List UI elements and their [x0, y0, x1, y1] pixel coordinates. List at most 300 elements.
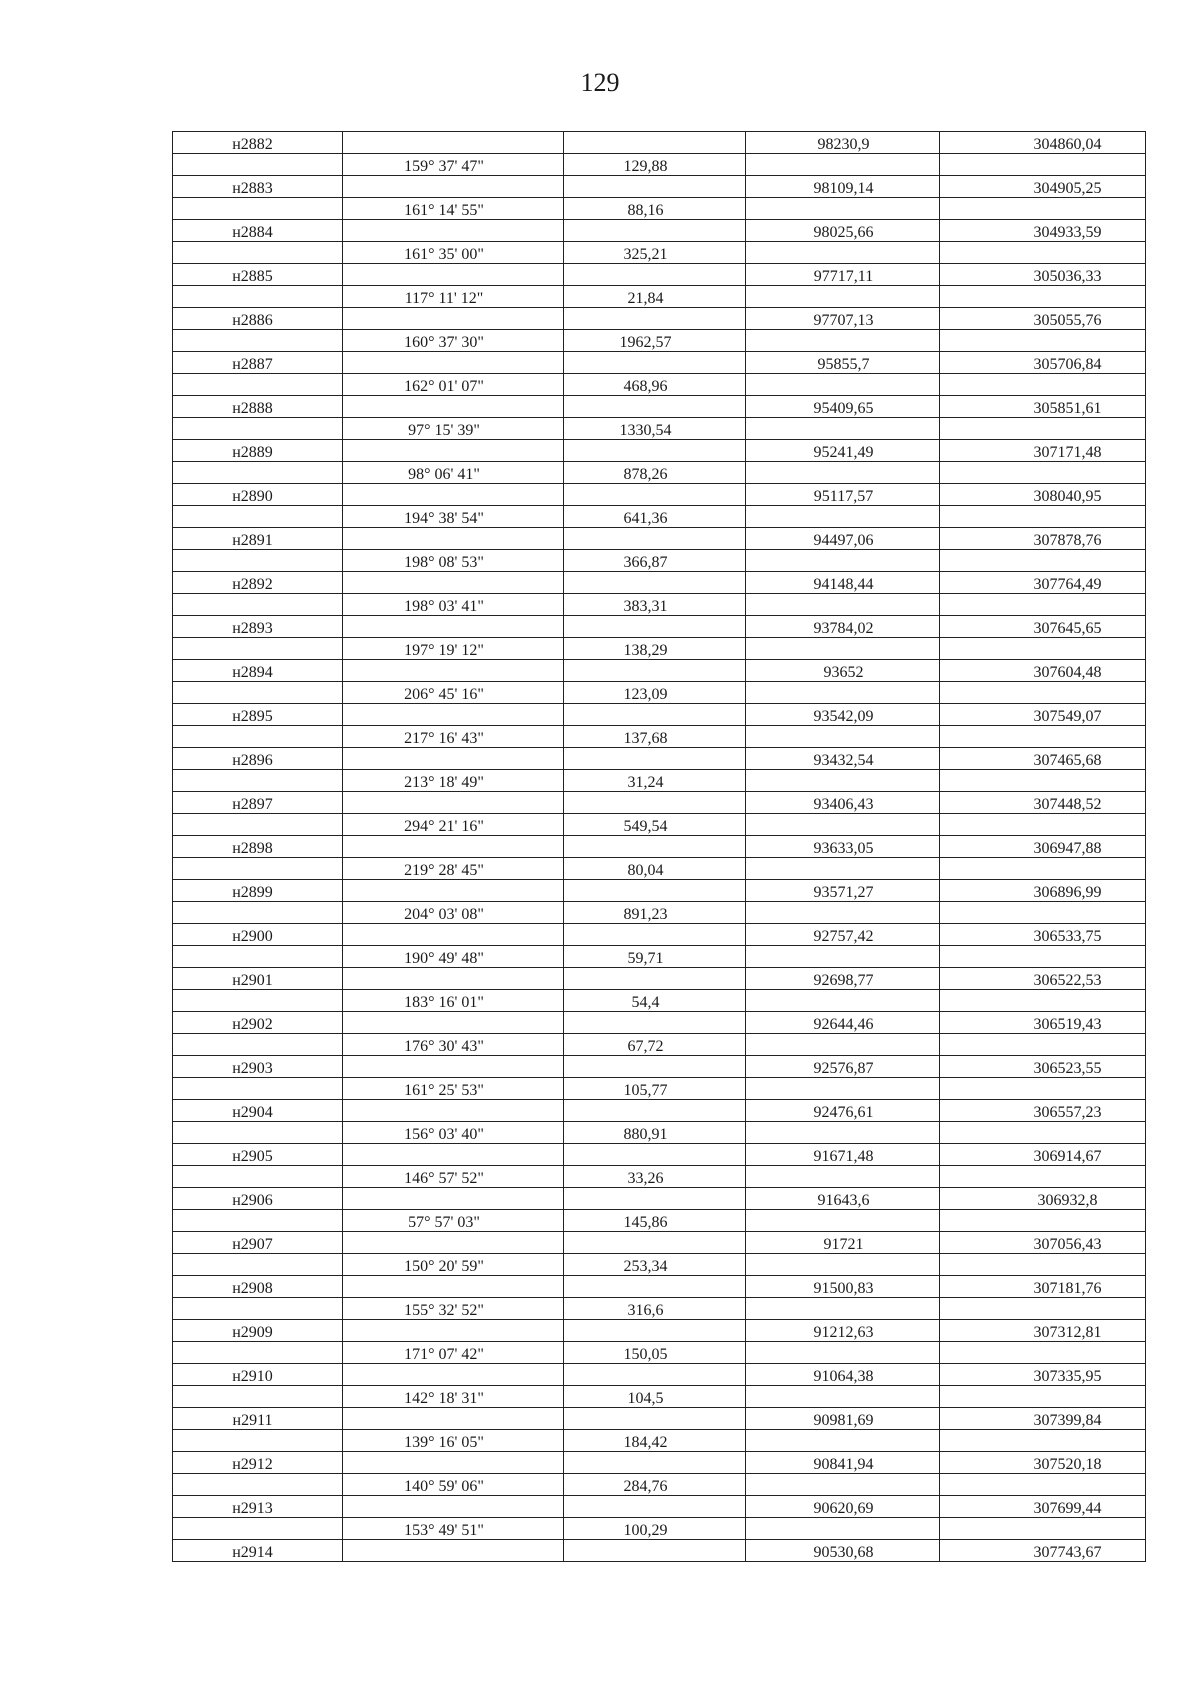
- distance-cell: [564, 176, 746, 198]
- y-coordinate-cell: 307549,07: [940, 704, 1146, 726]
- x-coordinate-cell: 91064,38: [746, 1364, 940, 1386]
- direction-angle-cell: 217° 16' 43": [343, 726, 564, 748]
- point-name-cell: н2890: [173, 484, 343, 506]
- direction-angle-cell: 161° 14' 55": [343, 198, 564, 220]
- point-name-cell: н2893: [173, 616, 343, 638]
- x-coordinate-cell: 92644,46: [746, 1012, 940, 1034]
- table-row: [173, 1056, 1146, 1078]
- table-row: [173, 1518, 1146, 1540]
- x-coordinate-cell: [746, 990, 940, 1012]
- direction-angle-cell: [343, 1144, 564, 1166]
- point-name-cell: [173, 550, 343, 572]
- point-name-cell: н2909: [173, 1320, 343, 1342]
- x-coordinate-cell: 91500,83: [746, 1276, 940, 1298]
- x-coordinate-cell: [746, 374, 940, 396]
- distance-cell: 31,24: [564, 770, 746, 792]
- distance-cell: 21,84: [564, 286, 746, 308]
- x-coordinate-cell: 93406,43: [746, 792, 940, 814]
- x-coordinate-cell: 92576,87: [746, 1056, 940, 1078]
- x-coordinate-cell: 90841,94: [746, 1452, 940, 1474]
- distance-cell: 150,05: [564, 1342, 746, 1364]
- direction-angle-cell: [343, 924, 564, 946]
- distance-cell: 145,86: [564, 1210, 746, 1232]
- point-name-cell: н2891: [173, 528, 343, 550]
- table-row: [173, 374, 1146, 396]
- point-name-cell: н2906: [173, 1188, 343, 1210]
- x-coordinate-cell: [746, 638, 940, 660]
- point-name-cell: [173, 374, 343, 396]
- direction-angle-cell: [343, 176, 564, 198]
- distance-cell: 123,09: [564, 682, 746, 704]
- point-name-cell: [173, 1518, 343, 1540]
- direction-angle-cell: [343, 1100, 564, 1122]
- point-name-cell: н2910: [173, 1364, 343, 1386]
- y-coordinate-cell: 307465,68: [940, 748, 1146, 770]
- x-coordinate-cell: [746, 286, 940, 308]
- direction-angle-cell: [343, 616, 564, 638]
- x-coordinate-cell: [746, 902, 940, 924]
- direction-angle-cell: [343, 1056, 564, 1078]
- point-name-cell: [173, 286, 343, 308]
- table-row: [173, 1210, 1146, 1232]
- direction-angle-cell: 139° 16' 05": [343, 1430, 564, 1452]
- table-row: [173, 1122, 1146, 1144]
- distance-cell: [564, 528, 746, 550]
- direction-angle-cell: 146° 57' 52": [343, 1166, 564, 1188]
- distance-cell: [564, 836, 746, 858]
- point-name-cell: [173, 1254, 343, 1276]
- point-name-cell: [173, 242, 343, 264]
- distance-cell: 59,71: [564, 946, 746, 968]
- direction-angle-cell: 213° 18' 49": [343, 770, 564, 792]
- table-row: [173, 1540, 1146, 1562]
- x-coordinate-cell: 93633,05: [746, 836, 940, 858]
- point-name-cell: [173, 1430, 343, 1452]
- y-coordinate-cell: 305706,84: [940, 352, 1146, 374]
- table-row: [173, 660, 1146, 682]
- table-row: [173, 1232, 1146, 1254]
- table-row: [173, 1320, 1146, 1342]
- table-row: [173, 858, 1146, 880]
- table-row: [173, 726, 1146, 748]
- y-coordinate-cell: [940, 770, 1146, 792]
- direction-angle-cell: [343, 220, 564, 242]
- x-coordinate-cell: 90981,69: [746, 1408, 940, 1430]
- distance-cell: [564, 132, 746, 154]
- y-coordinate-cell: [940, 506, 1146, 528]
- distance-cell: [564, 1144, 746, 1166]
- table-row: [173, 748, 1146, 770]
- x-coordinate-cell: [746, 1298, 940, 1320]
- table-row: [173, 1452, 1146, 1474]
- point-name-cell: [173, 726, 343, 748]
- x-coordinate-cell: [746, 1430, 940, 1452]
- x-coordinate-cell: 97717,11: [746, 264, 940, 286]
- point-name-cell: н2889: [173, 440, 343, 462]
- distance-cell: [564, 968, 746, 990]
- point-name-cell: [173, 462, 343, 484]
- point-name-cell: [173, 506, 343, 528]
- direction-angle-cell: [343, 396, 564, 418]
- x-coordinate-cell: 93542,09: [746, 704, 940, 726]
- point-name-cell: [173, 814, 343, 836]
- y-coordinate-cell: [940, 858, 1146, 880]
- direction-angle-cell: [343, 1276, 564, 1298]
- point-name-cell: н2913: [173, 1496, 343, 1518]
- table-row: [173, 1254, 1146, 1276]
- distance-cell: [564, 924, 746, 946]
- x-coordinate-cell: [746, 858, 940, 880]
- distance-cell: 184,42: [564, 1430, 746, 1452]
- y-coordinate-cell: 307878,76: [940, 528, 1146, 550]
- y-coordinate-cell: 307699,44: [940, 1496, 1146, 1518]
- point-name-cell: [173, 418, 343, 440]
- table-row: [173, 220, 1146, 242]
- direction-angle-cell: [343, 1364, 564, 1386]
- x-coordinate-cell: 94148,44: [746, 572, 940, 594]
- table-row: [173, 286, 1146, 308]
- point-name-cell: [173, 1034, 343, 1056]
- x-coordinate-cell: 95409,65: [746, 396, 940, 418]
- y-coordinate-cell: [940, 550, 1146, 572]
- distance-cell: 33,26: [564, 1166, 746, 1188]
- distance-cell: [564, 1320, 746, 1342]
- y-coordinate-cell: [940, 330, 1146, 352]
- distance-cell: 325,21: [564, 242, 746, 264]
- coordinates-table: [172, 131, 1146, 1562]
- x-coordinate-cell: 93784,02: [746, 616, 940, 638]
- direction-angle-cell: [343, 1452, 564, 1474]
- distance-cell: [564, 308, 746, 330]
- point-name-cell: н2911: [173, 1408, 343, 1430]
- direction-angle-cell: [343, 792, 564, 814]
- y-coordinate-cell: 305055,76: [940, 308, 1146, 330]
- y-coordinate-cell: 305036,33: [940, 264, 1146, 286]
- direction-angle-cell: [343, 968, 564, 990]
- y-coordinate-cell: 307335,95: [940, 1364, 1146, 1386]
- distance-cell: 137,68: [564, 726, 746, 748]
- direction-angle-cell: [343, 484, 564, 506]
- point-name-cell: [173, 1386, 343, 1408]
- direction-angle-cell: [343, 704, 564, 726]
- x-coordinate-cell: [746, 1518, 940, 1540]
- point-name-cell: н2901: [173, 968, 343, 990]
- point-name-cell: [173, 1298, 343, 1320]
- x-coordinate-cell: 92757,42: [746, 924, 940, 946]
- table-row: [173, 902, 1146, 924]
- table-row: [173, 1012, 1146, 1034]
- table-row: [173, 440, 1146, 462]
- distance-cell: 316,6: [564, 1298, 746, 1320]
- direction-angle-cell: [343, 1188, 564, 1210]
- distance-cell: [564, 1012, 746, 1034]
- x-coordinate-cell: 91671,48: [746, 1144, 940, 1166]
- distance-cell: 129,88: [564, 154, 746, 176]
- y-coordinate-cell: [940, 242, 1146, 264]
- table-row: [173, 946, 1146, 968]
- direction-angle-cell: [343, 880, 564, 902]
- table-row: [173, 1144, 1146, 1166]
- x-coordinate-cell: [746, 1078, 940, 1100]
- direction-angle-cell: 294° 21' 16": [343, 814, 564, 836]
- table-row: [173, 198, 1146, 220]
- direction-angle-cell: 117° 11' 12": [343, 286, 564, 308]
- y-coordinate-cell: [940, 374, 1146, 396]
- y-coordinate-cell: [940, 1122, 1146, 1144]
- distance-cell: [564, 880, 746, 902]
- x-coordinate-cell: [746, 550, 940, 572]
- table-row: [173, 176, 1146, 198]
- y-coordinate-cell: [940, 1474, 1146, 1496]
- point-name-cell: н2887: [173, 352, 343, 374]
- x-coordinate-cell: 91721: [746, 1232, 940, 1254]
- direction-angle-cell: 150° 20' 59": [343, 1254, 564, 1276]
- distance-cell: 1962,57: [564, 330, 746, 352]
- y-coordinate-cell: 307181,76: [940, 1276, 1146, 1298]
- direction-angle-cell: 183° 16' 01": [343, 990, 564, 1012]
- table-row: [173, 1386, 1146, 1408]
- table-row: [173, 308, 1146, 330]
- y-coordinate-cell: 307764,49: [940, 572, 1146, 594]
- x-coordinate-cell: [746, 770, 940, 792]
- y-coordinate-cell: [940, 638, 1146, 660]
- distance-cell: [564, 1452, 746, 1474]
- table-row: [173, 594, 1146, 616]
- y-coordinate-cell: [940, 726, 1146, 748]
- y-coordinate-cell: [940, 1518, 1146, 1540]
- direction-angle-cell: 162° 01' 07": [343, 374, 564, 396]
- point-name-cell: н2903: [173, 1056, 343, 1078]
- point-name-cell: [173, 154, 343, 176]
- distance-cell: 878,26: [564, 462, 746, 484]
- distance-cell: 54,4: [564, 990, 746, 1012]
- table-row: [173, 968, 1146, 990]
- y-coordinate-cell: 307520,18: [940, 1452, 1146, 1474]
- y-coordinate-cell: 305851,61: [940, 396, 1146, 418]
- y-coordinate-cell: 308040,95: [940, 484, 1146, 506]
- y-coordinate-cell: [940, 1430, 1146, 1452]
- distance-cell: [564, 220, 746, 242]
- point-name-cell: н2882: [173, 132, 343, 154]
- direction-angle-cell: [343, 1496, 564, 1518]
- direction-angle-cell: 190° 49' 48": [343, 946, 564, 968]
- table-row: [173, 1364, 1146, 1386]
- point-name-cell: н2894: [173, 660, 343, 682]
- y-coordinate-cell: [940, 462, 1146, 484]
- point-name-cell: [173, 1210, 343, 1232]
- direction-angle-cell: 206° 45' 16": [343, 682, 564, 704]
- distance-cell: [564, 484, 746, 506]
- point-name-cell: [173, 638, 343, 660]
- y-coordinate-cell: 307604,48: [940, 660, 1146, 682]
- table-row: [173, 1188, 1146, 1210]
- table-row: [173, 1078, 1146, 1100]
- direction-angle-cell: 176° 30' 43": [343, 1034, 564, 1056]
- distance-cell: 1330,54: [564, 418, 746, 440]
- point-name-cell: н2895: [173, 704, 343, 726]
- x-coordinate-cell: 93571,27: [746, 880, 940, 902]
- y-coordinate-cell: 307743,67: [940, 1540, 1146, 1562]
- direction-angle-cell: [343, 352, 564, 374]
- table-row: [173, 264, 1146, 286]
- table-row: [173, 1474, 1146, 1496]
- table-row: [173, 770, 1146, 792]
- distance-cell: [564, 616, 746, 638]
- point-name-cell: н2898: [173, 836, 343, 858]
- y-coordinate-cell: 307171,48: [940, 440, 1146, 462]
- table-row: [173, 352, 1146, 374]
- x-coordinate-cell: 93652: [746, 660, 940, 682]
- distance-cell: 891,23: [564, 902, 746, 924]
- table-row: [173, 792, 1146, 814]
- y-coordinate-cell: [940, 286, 1146, 308]
- distance-cell: 104,5: [564, 1386, 746, 1408]
- distance-cell: [564, 1232, 746, 1254]
- direction-angle-cell: [343, 660, 564, 682]
- direction-angle-cell: 97° 15' 39": [343, 418, 564, 440]
- x-coordinate-cell: [746, 1342, 940, 1364]
- table-row: [173, 132, 1146, 154]
- x-coordinate-cell: 92476,61: [746, 1100, 940, 1122]
- table-row: [173, 1100, 1146, 1122]
- point-name-cell: н2892: [173, 572, 343, 594]
- x-coordinate-cell: [746, 1034, 940, 1056]
- x-coordinate-cell: [746, 594, 940, 616]
- distance-cell: 138,29: [564, 638, 746, 660]
- point-name-cell: н2904: [173, 1100, 343, 1122]
- table-row: [173, 396, 1146, 418]
- table-row: [173, 462, 1146, 484]
- point-name-cell: н2886: [173, 308, 343, 330]
- point-name-cell: [173, 902, 343, 924]
- direction-angle-cell: 198° 08' 53": [343, 550, 564, 572]
- table-row: [173, 1276, 1146, 1298]
- y-coordinate-cell: 306947,88: [940, 836, 1146, 858]
- point-name-cell: [173, 330, 343, 352]
- point-name-cell: н2912: [173, 1452, 343, 1474]
- table-row: [173, 1496, 1146, 1518]
- y-coordinate-cell: 304905,25: [940, 176, 1146, 198]
- direction-angle-cell: [343, 836, 564, 858]
- y-coordinate-cell: [940, 1078, 1146, 1100]
- distance-cell: 80,04: [564, 858, 746, 880]
- table-row: [173, 330, 1146, 352]
- table-row: [173, 1430, 1146, 1452]
- table-row: [173, 572, 1146, 594]
- table-row: [173, 880, 1146, 902]
- direction-angle-cell: 171° 07' 42": [343, 1342, 564, 1364]
- x-coordinate-cell: 93432,54: [746, 748, 940, 770]
- point-name-cell: [173, 770, 343, 792]
- table-row: [173, 1034, 1146, 1056]
- coordinates-table-body: [173, 132, 1146, 1562]
- y-coordinate-cell: [940, 1166, 1146, 1188]
- x-coordinate-cell: [746, 506, 940, 528]
- table-row: [173, 1342, 1146, 1364]
- distance-cell: 67,72: [564, 1034, 746, 1056]
- direction-angle-cell: 204° 03' 08": [343, 902, 564, 924]
- x-coordinate-cell: 90620,69: [746, 1496, 940, 1518]
- point-name-cell: [173, 198, 343, 220]
- point-name-cell: н2885: [173, 264, 343, 286]
- point-name-cell: н2902: [173, 1012, 343, 1034]
- y-coordinate-cell: 306896,99: [940, 880, 1146, 902]
- point-name-cell: н2896: [173, 748, 343, 770]
- point-name-cell: н2897: [173, 792, 343, 814]
- y-coordinate-cell: 306932,8: [940, 1188, 1146, 1210]
- point-name-cell: н2883: [173, 176, 343, 198]
- x-coordinate-cell: [746, 814, 940, 836]
- y-coordinate-cell: [940, 1298, 1146, 1320]
- x-coordinate-cell: 91212,63: [746, 1320, 940, 1342]
- y-coordinate-cell: 307399,84: [940, 1408, 1146, 1430]
- distance-cell: [564, 352, 746, 374]
- y-coordinate-cell: [940, 594, 1146, 616]
- table-row: [173, 1166, 1146, 1188]
- y-coordinate-cell: 307312,81: [940, 1320, 1146, 1342]
- x-coordinate-cell: [746, 1254, 940, 1276]
- y-coordinate-cell: [940, 1034, 1146, 1056]
- distance-cell: 468,96: [564, 374, 746, 396]
- point-name-cell: [173, 1166, 343, 1188]
- distance-cell: [564, 396, 746, 418]
- distance-cell: [564, 1188, 746, 1210]
- distance-cell: [564, 1100, 746, 1122]
- direction-angle-cell: [343, 528, 564, 550]
- point-name-cell: [173, 990, 343, 1012]
- x-coordinate-cell: 95241,49: [746, 440, 940, 462]
- y-coordinate-cell: [940, 1386, 1146, 1408]
- y-coordinate-cell: [940, 990, 1146, 1012]
- direction-angle-cell: 197° 19' 12": [343, 638, 564, 660]
- x-coordinate-cell: [746, 1122, 940, 1144]
- direction-angle-cell: 219° 28' 45": [343, 858, 564, 880]
- y-coordinate-cell: [940, 198, 1146, 220]
- x-coordinate-cell: [746, 726, 940, 748]
- direction-angle-cell: [343, 748, 564, 770]
- x-coordinate-cell: [746, 1210, 940, 1232]
- distance-cell: 284,76: [564, 1474, 746, 1496]
- point-name-cell: [173, 858, 343, 880]
- distance-cell: 366,87: [564, 550, 746, 572]
- y-coordinate-cell: 306523,55: [940, 1056, 1146, 1078]
- x-coordinate-cell: [746, 418, 940, 440]
- table-row: [173, 990, 1146, 1012]
- x-coordinate-cell: 92698,77: [746, 968, 940, 990]
- y-coordinate-cell: [940, 418, 1146, 440]
- y-coordinate-cell: [940, 1254, 1146, 1276]
- x-coordinate-cell: [746, 154, 940, 176]
- x-coordinate-cell: 98109,14: [746, 176, 940, 198]
- x-coordinate-cell: 95855,7: [746, 352, 940, 374]
- distance-cell: [564, 1540, 746, 1562]
- distance-cell: 100,29: [564, 1518, 746, 1540]
- point-name-cell: [173, 682, 343, 704]
- direction-angle-cell: 140° 59' 06": [343, 1474, 564, 1496]
- x-coordinate-cell: 91643,6: [746, 1188, 940, 1210]
- distance-cell: [564, 1276, 746, 1298]
- direction-angle-cell: [343, 440, 564, 462]
- y-coordinate-cell: 306522,53: [940, 968, 1146, 990]
- x-coordinate-cell: [746, 1386, 940, 1408]
- x-coordinate-cell: [746, 1166, 940, 1188]
- x-coordinate-cell: 98230,9: [746, 132, 940, 154]
- y-coordinate-cell: 307448,52: [940, 792, 1146, 814]
- distance-cell: [564, 660, 746, 682]
- table-row: [173, 704, 1146, 726]
- point-name-cell: н2907: [173, 1232, 343, 1254]
- point-name-cell: [173, 1474, 343, 1496]
